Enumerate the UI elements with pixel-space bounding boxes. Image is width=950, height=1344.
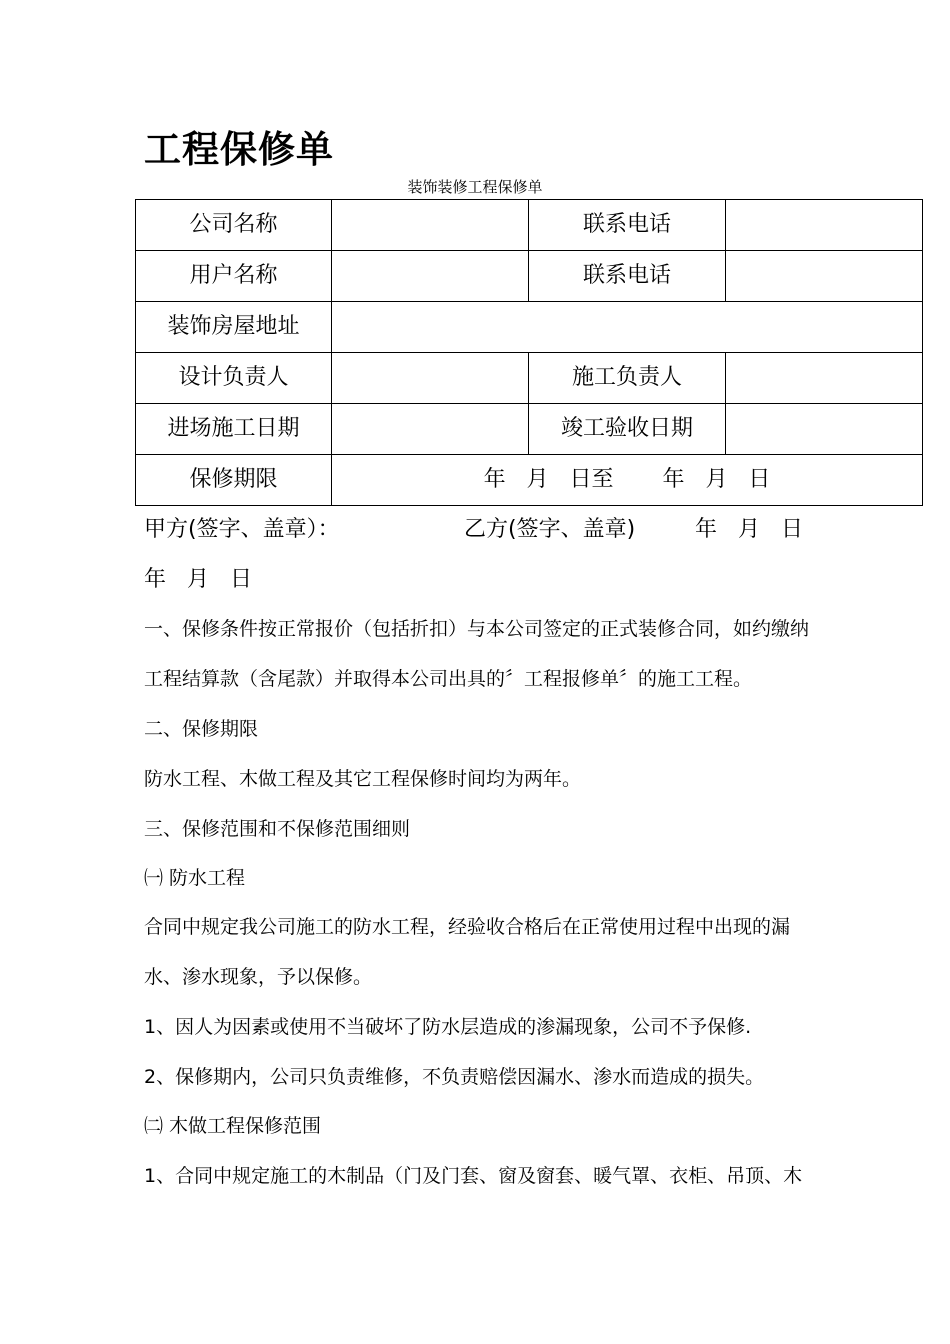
company-phone-label: 联系电话: [529, 200, 726, 251]
paragraph: 一、保修条件按正常报价（包括折扣）与本公司签定的正式装修合同，如约缴纳: [144, 618, 810, 640]
designer-label: 设计负责人: [136, 353, 332, 404]
warranty-period-label: 保修期限: [136, 455, 332, 506]
user-name-label: 用户名称: [136, 251, 332, 302]
company-name-label: 公司名称: [136, 200, 332, 251]
table-row: [136, 200, 923, 251]
signature-row: [144, 515, 844, 545]
paragraph: 合同中规定我公司施工的防水工程，经验收合格后在正常使用过程中出现的漏: [144, 916, 791, 938]
document-title: 工程保修单: [144, 128, 334, 171]
signature-date: 年 月 日: [695, 517, 803, 542]
paragraph: 水、渗水现象，予以保修。: [144, 966, 373, 988]
paragraph: 工程结算款（含尾款）并取得本公司出具的〞工程报修单〞的施工工程。: [144, 668, 753, 690]
address-field[interactable]: [332, 302, 923, 353]
list-item: 2、保修期内，公司只负责维修，不负责赔偿因漏水、渗水而造成的损失。: [144, 1066, 765, 1088]
party-b-signature-label: 乙方(签字、盖章): [464, 517, 636, 542]
user-name-field[interactable]: [332, 251, 529, 302]
table-row: [136, 455, 923, 506]
warranty-period-field[interactable]: 年 月 日至 年 月 日: [332, 455, 923, 506]
user-phone-label: 联系电话: [529, 251, 726, 302]
builder-label: 施工负责人: [529, 353, 726, 404]
section-heading: 二、保修期限: [144, 718, 259, 740]
warranty-form-table: [135, 199, 923, 506]
table-row: [136, 302, 923, 353]
table-row: [136, 404, 923, 455]
list-item: 1、因人为因素或使用不当破坏了防水层造成的渗漏现象，公司不予保修.: [144, 1016, 752, 1038]
table-row: [136, 251, 923, 302]
list-item: 1、合同中规定施工的木制品（门及门套、窗及窗套、暖气罩、衣柜、吊顶、木: [144, 1165, 803, 1187]
start-date-field[interactable]: [332, 404, 529, 455]
completion-date-label: 竣工验收日期: [529, 404, 726, 455]
paragraph: 防水工程、木做工程及其它工程保修时间均为两年。: [144, 768, 582, 790]
builder-field[interactable]: [726, 353, 923, 404]
address-label: 装饰房屋地址: [136, 302, 332, 353]
designer-field[interactable]: [332, 353, 529, 404]
start-date-label: 进场施工日期: [136, 404, 332, 455]
subsection-heading: ㈠ 防水工程: [144, 867, 246, 889]
form-caption: 装饰装修工程保修单: [407, 178, 543, 196]
user-phone-field[interactable]: [726, 251, 923, 302]
company-name-field[interactable]: [332, 200, 529, 251]
completion-date-field[interactable]: [726, 404, 923, 455]
party-a-signature-label: 甲方(签字、盖章）：: [144, 517, 340, 542]
table-row: [136, 353, 923, 404]
subsection-heading: ㈡ 木做工程保修范围: [144, 1115, 322, 1137]
section-heading: 三、保修范围和不保修范围细则: [144, 818, 411, 840]
signature-date-left: 年 月 日: [144, 567, 252, 592]
company-phone-field[interactable]: [726, 200, 923, 251]
